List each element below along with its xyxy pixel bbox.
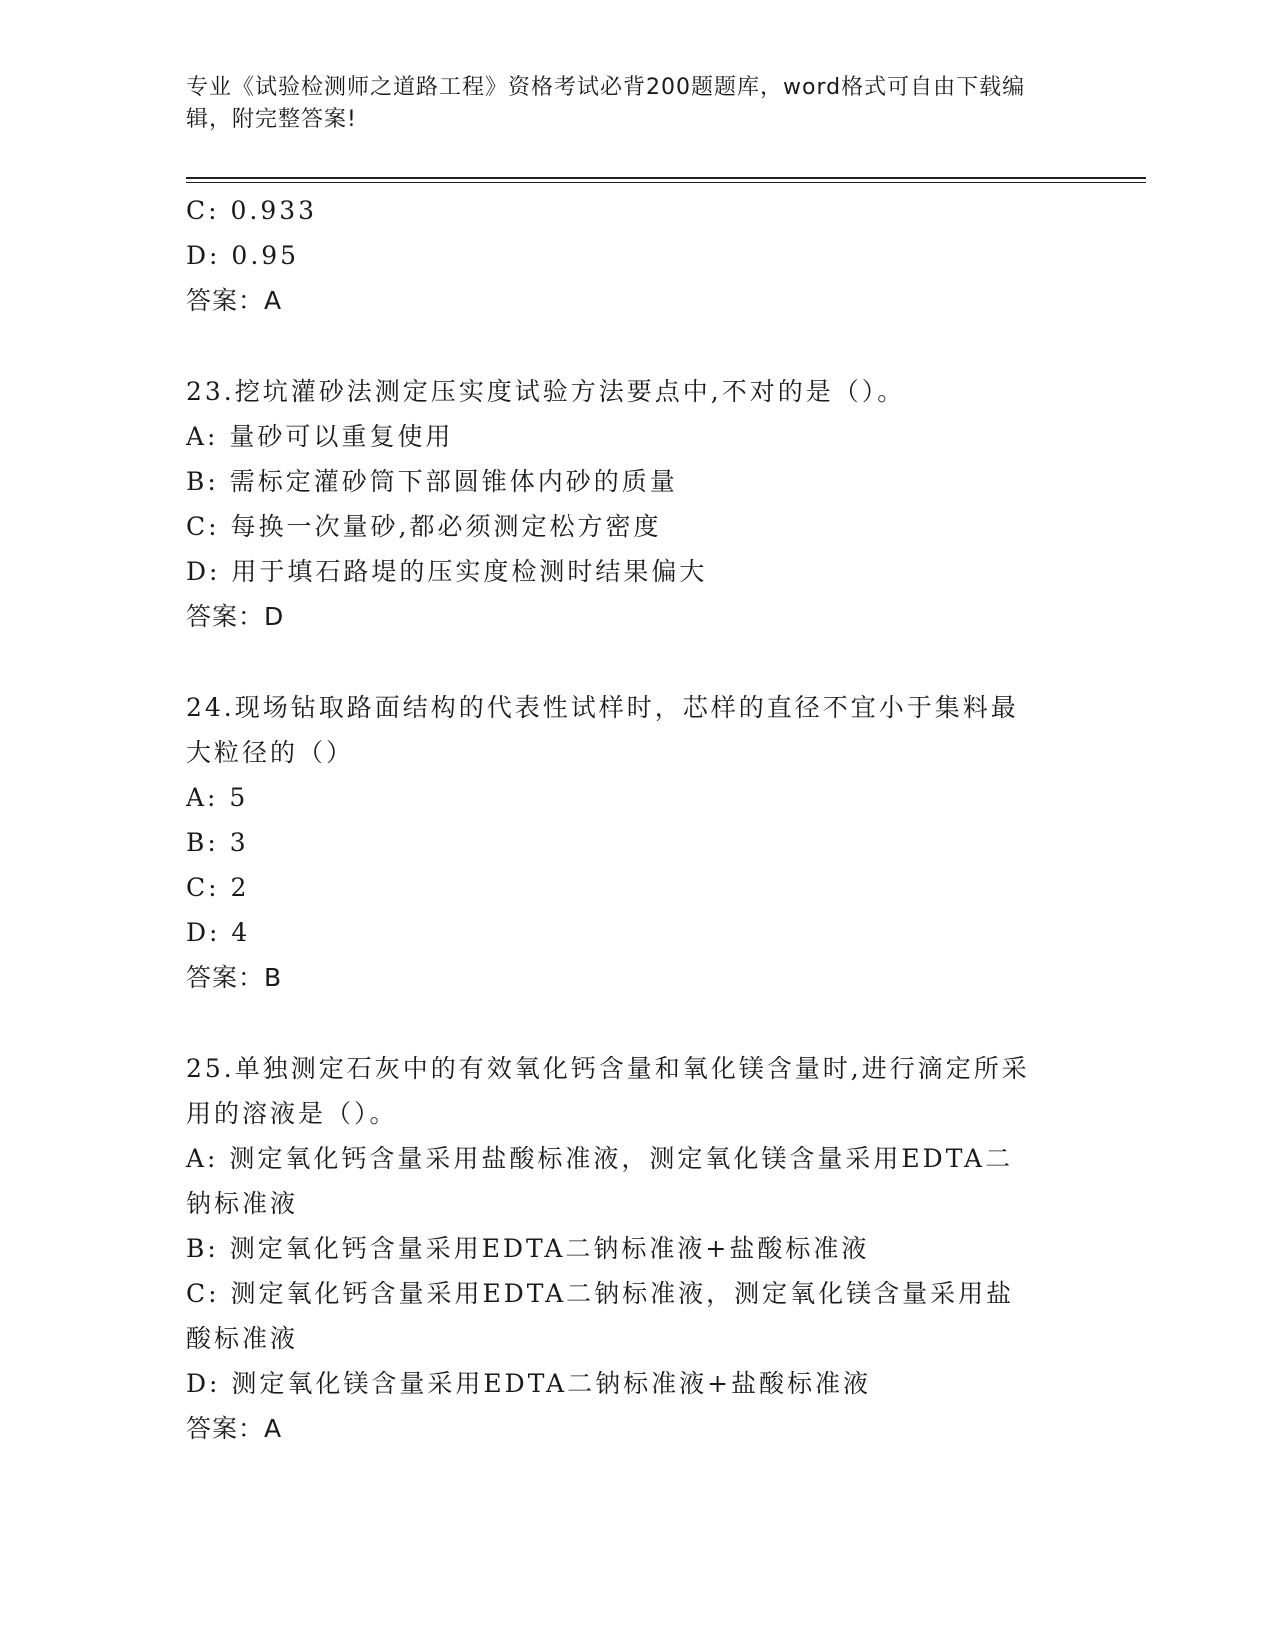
question-23	[186, 369, 1066, 639]
option-a: A: 测定氧化钙含量采用盐酸标准液，测定氧化镁含量采用EDTA二钠标准液	[186, 1144, 1014, 1218]
option-a: A: 量砂可以重复使用	[186, 422, 454, 451]
question-25	[186, 1046, 1066, 1451]
option-c: C: 2	[186, 873, 250, 902]
answer-line: 答案：A	[186, 286, 283, 315]
option-d: D: 0.95	[186, 241, 300, 270]
header-rule-thick	[186, 177, 1146, 179]
question-stem: 25.单独测定石灰中的有效氧化钙含量和氧化镁含量时,进行滴定所采用的溶液是（）。	[186, 1054, 1030, 1128]
question-24	[186, 685, 1066, 1000]
answer-line: 答案：B	[186, 963, 283, 992]
question-stem: 23.挖坑灌砂法测定压实度试验方法要点中,不对的是（）。	[186, 377, 906, 406]
option-c: C: 每换一次量砂,都必须测定松方密度	[186, 512, 662, 541]
option-c: C: 测定氧化钙含量采用EDTA二钠标准液，测定氧化镁含量采用盐酸标准液	[186, 1279, 1015, 1353]
option-b: B: 3	[186, 828, 249, 857]
prev-question-tail	[186, 188, 1066, 323]
option-d: D: 用于填石路堤的压实度检测时结果偏大	[186, 557, 708, 586]
option-b: B: 需标定灌砂筒下部圆锥体内砂的质量	[186, 467, 678, 496]
option-a: A: 5	[186, 783, 249, 812]
option-c: C: 0.933	[186, 196, 318, 225]
header-rule-thin	[186, 182, 1146, 183]
question-stem: 24.现场钻取路面结构的代表性试样时，芯样的直径不宜小于集料最大粒径的（）	[186, 693, 1019, 767]
document-header: 专业《试验检测师之道路工程》资格考试必背200题题库，word格式可自由下载编辑，附完整答案!	[186, 75, 1026, 132]
option-b: B: 测定氧化钙含量采用EDTA二钠标准液+盐酸标准液	[186, 1234, 870, 1263]
option-d: D: 测定氧化镁含量采用EDTA二钠标准液+盐酸标准液	[186, 1369, 872, 1398]
document-body	[186, 188, 1066, 1451]
answer-line: 答案：D	[186, 602, 285, 631]
option-d: D: 4	[186, 918, 251, 947]
answer-line: 答案：A	[186, 1414, 283, 1443]
